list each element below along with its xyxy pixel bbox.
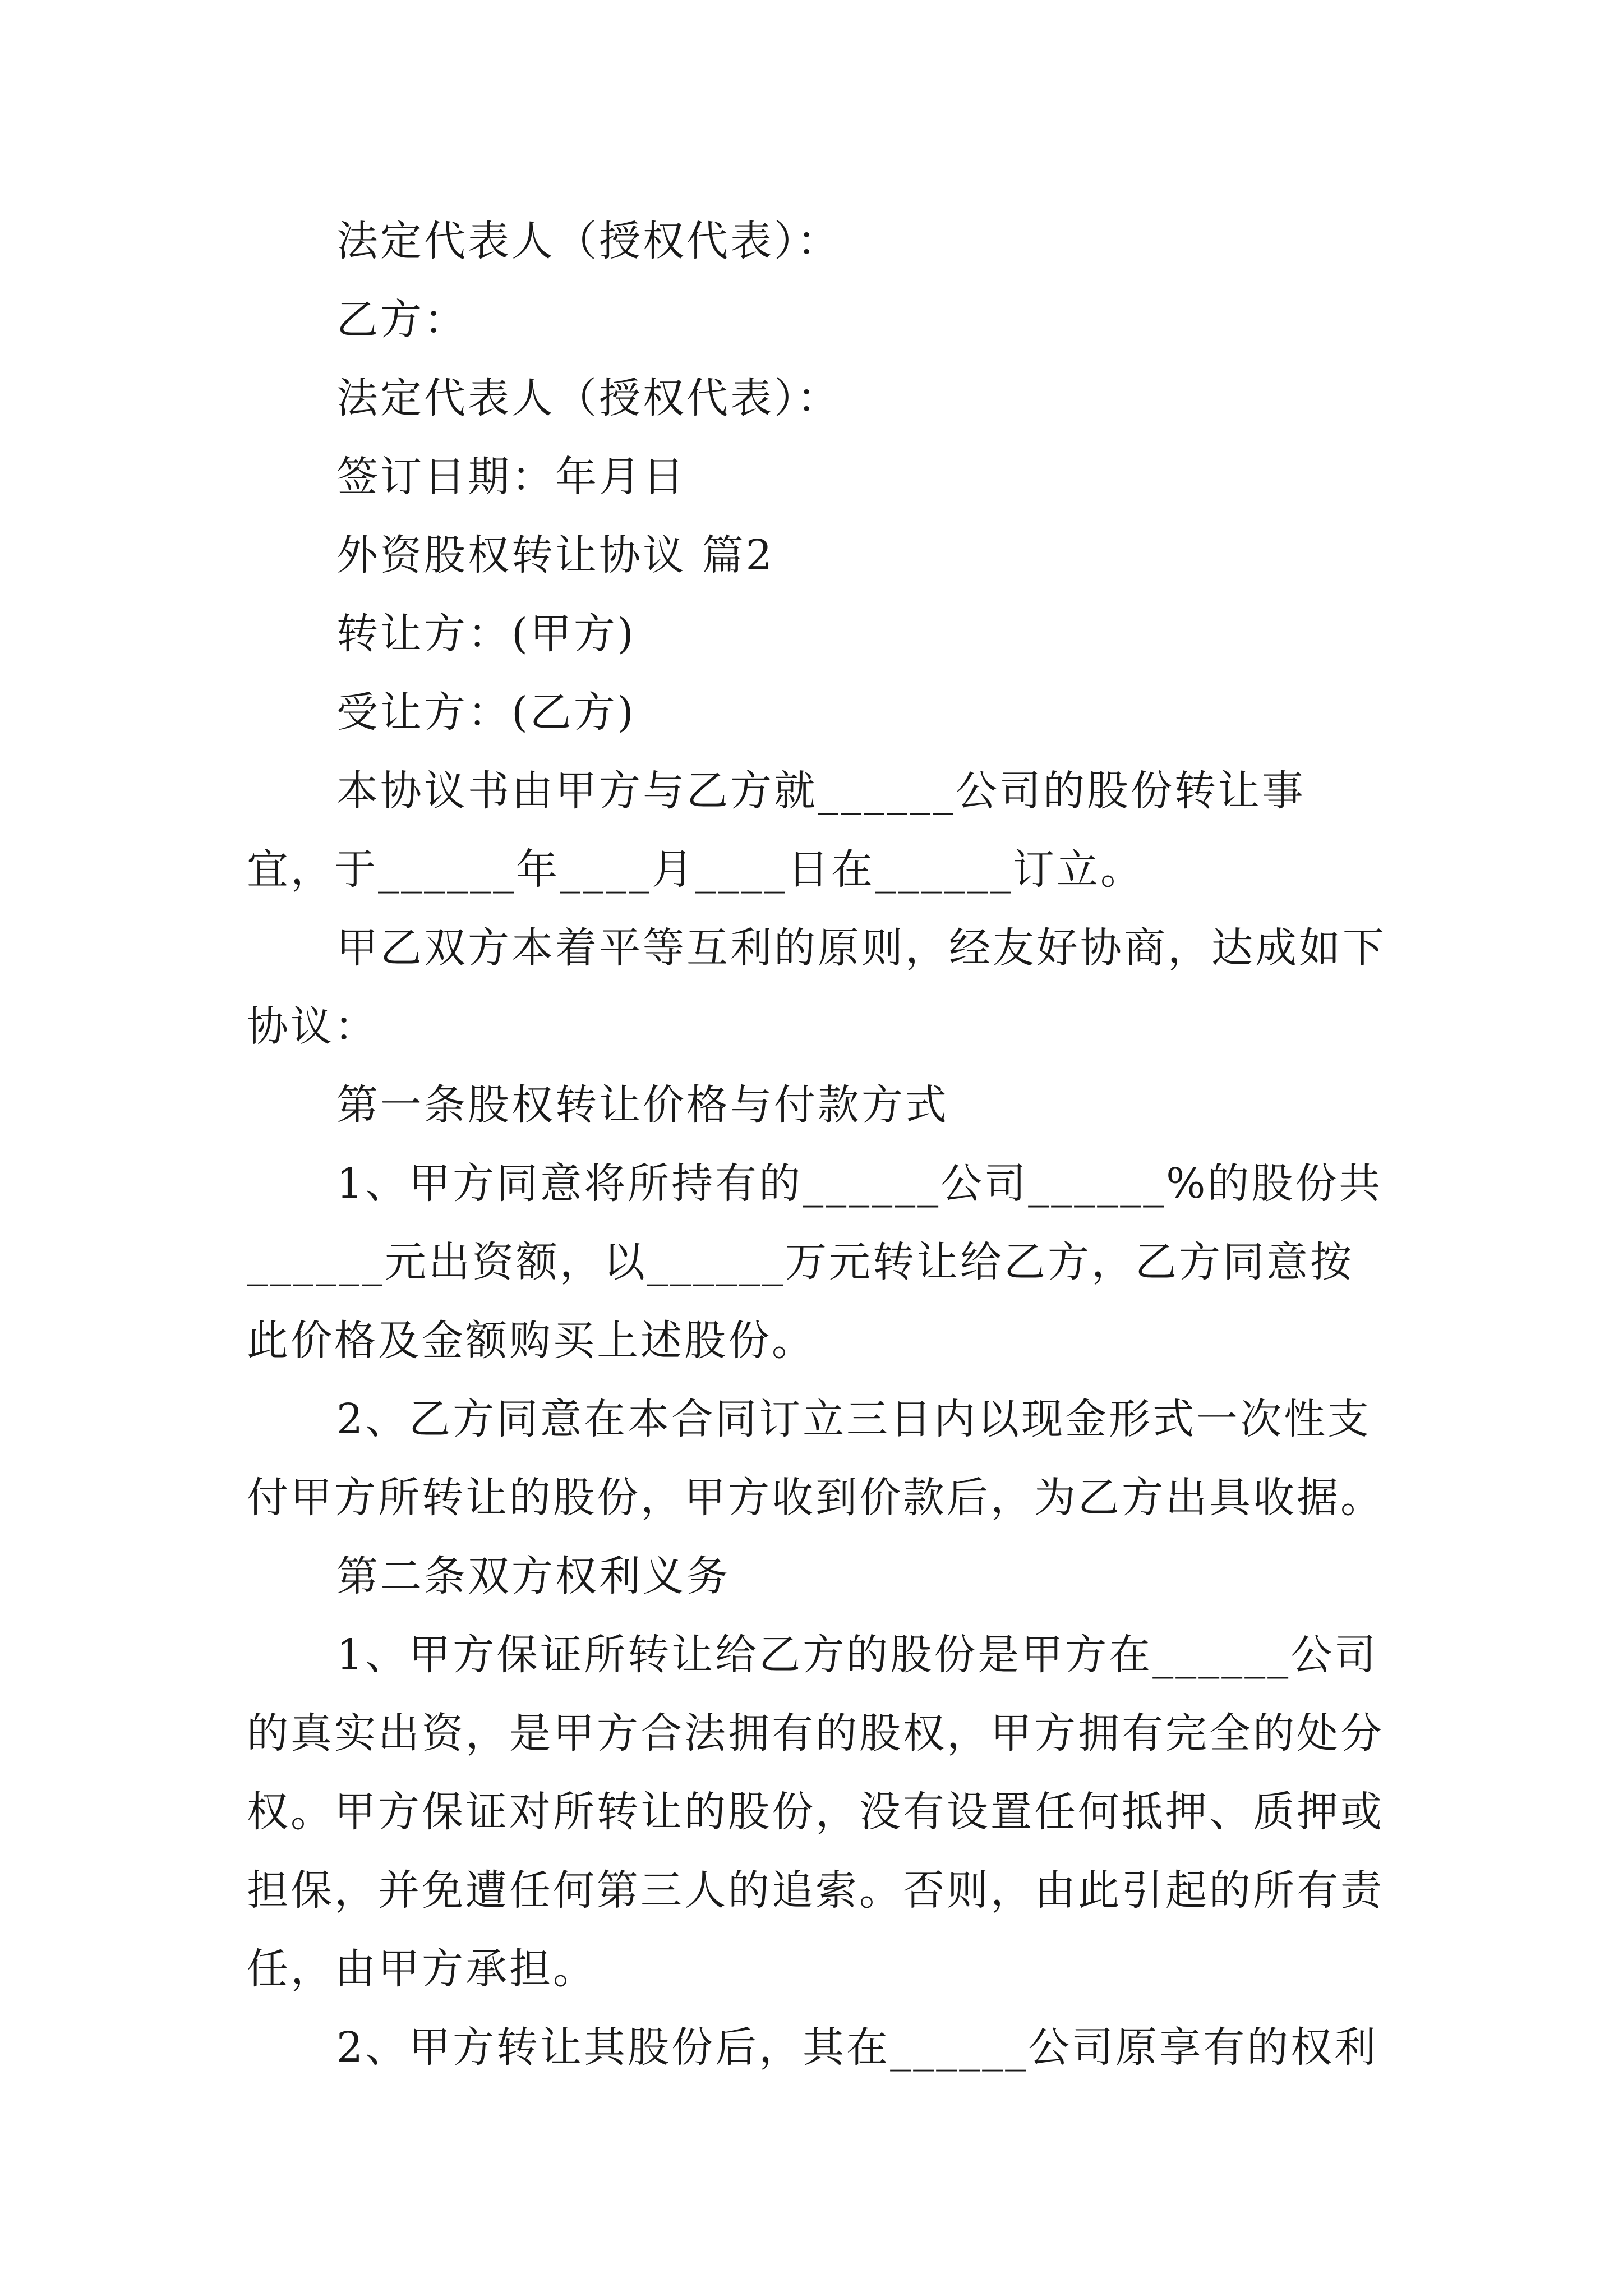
section-title: 外资股权转让协议 篇2 — [336, 531, 774, 579]
article-2-clause-1: 1、甲方保证所转让给乙方的股份是甲方在______公司的真实出资，是甲方合法拥有的股权，甲方拥有完全的处分权。甲方保证对所转让的股份，没有设置任何抵押、质押或担保，并免遭任何第三人的追索。否则，由此引起的所有责任，由甲方承担。 — [247, 1631, 1384, 1993]
paragraph-transferee: 受让方：(乙方) — [336, 688, 636, 737]
paragraph-legal-rep-2: 法定代表人（授权代表）： — [336, 374, 841, 422]
paragraph-legal-rep-1: 法定代表人（授权代表）： — [336, 217, 841, 265]
paragraph-principle: 甲乙双方本着平等互利的原则，经友好协商，达成如下协议： — [247, 924, 1386, 1051]
paragraph-sign-date: 签订日期：年月日 — [336, 453, 686, 501]
article-1-title: 第一条股权转让价格与付款方式 — [336, 1081, 949, 1129]
paragraph-preamble: 本协议书由甲方与乙方就______公司的股份转让事宜，于______年____月____日在______订立。 — [247, 767, 1306, 894]
article-1-clause-1: 1、甲方同意将所持有的______公司______%的股份共______元出资额，以______万元转让给乙方，乙方同意按此价格及金额购买上述股份。 — [247, 1159, 1383, 1365]
paragraph-transferor: 转让方：(甲方) — [336, 610, 636, 658]
article-2-title: 第二条双方权利义务 — [336, 1552, 730, 1600]
article-1-clause-2: 2、乙方同意在本合同订立三日内以现金形式一次性支付甲方所转让的股份，甲方收到价款后，为乙方出具收据。 — [247, 1395, 1384, 1522]
article-2-clause-2: 2、甲方转让其股份后，其在______公司原享有的权利 — [336, 2023, 1378, 2072]
document-body — [247, 202, 1391, 2087]
paragraph-party-b: 乙方： — [336, 296, 468, 344]
